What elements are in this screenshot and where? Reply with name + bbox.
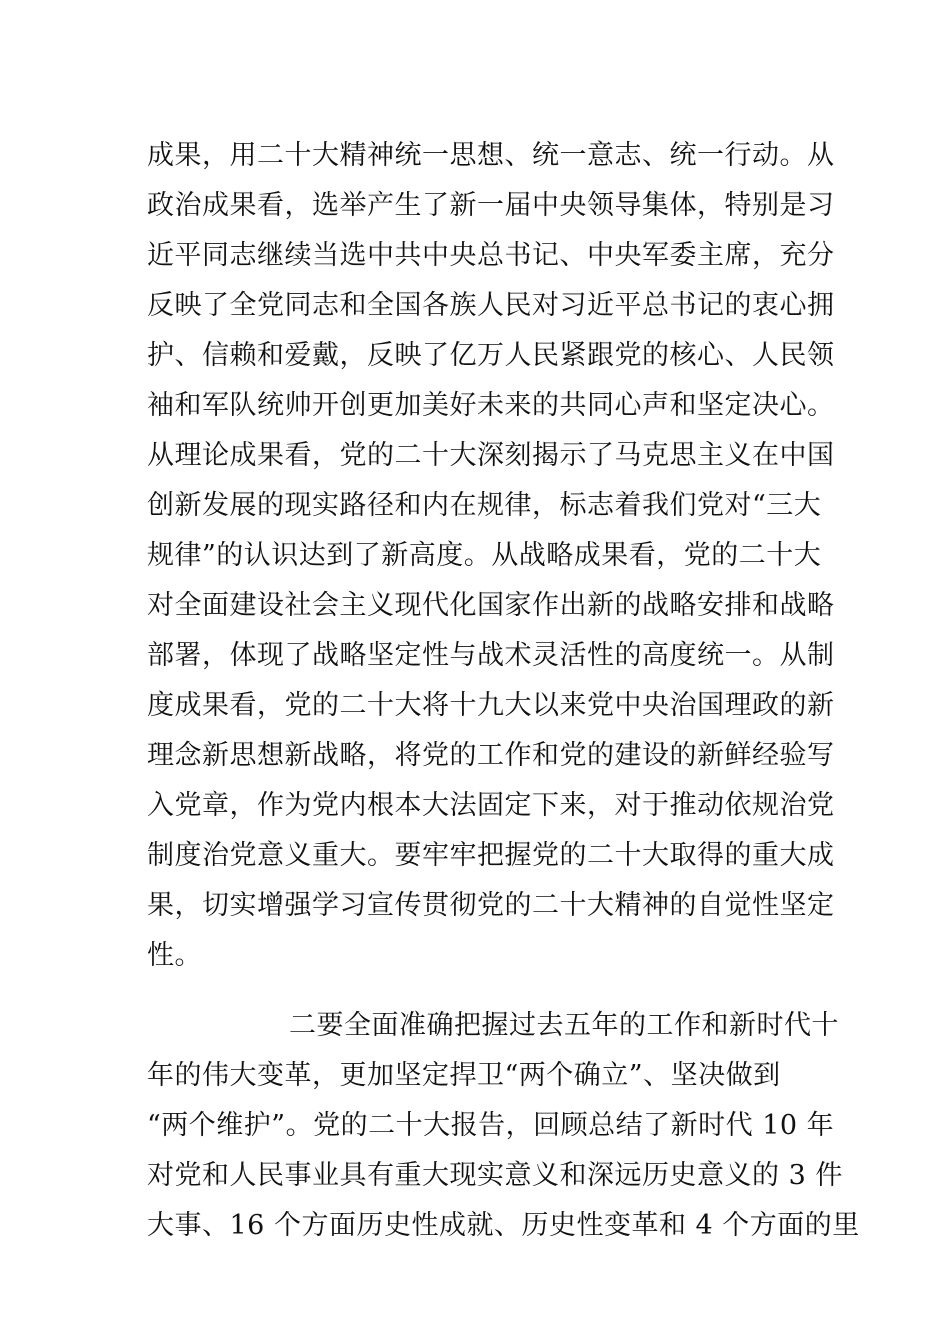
paragraph-line: 成果，用二十大精神统一思想、统一意志、统一行动。从 xyxy=(147,140,835,171)
paragraph-line: 部署，体现了战略坚定性与战术灵活性的高度统一。从制 xyxy=(147,640,835,671)
paragraph-line: 大事、16 个方面历史性成就、历史性变革和 4 个方面的里 xyxy=(147,1210,860,1241)
paragraph-line: 反映了全党同志和全国各族人民对习近平总书记的衷心拥 xyxy=(147,290,835,321)
paragraph-line: 性。 xyxy=(147,940,202,971)
paragraph-line: 二要全面准确把握过去五年的工作和新时代十 xyxy=(289,1010,839,1041)
paragraph-line: 对党和人民事业具有重大现实意义和深远历史意义的 3 件 xyxy=(147,1160,843,1191)
paragraph-1 xyxy=(147,131,835,981)
paragraph-line: 袖和军队统帅开创更加美好未来的共同心声和坚定决心。 xyxy=(147,390,835,421)
paragraph-line: 护、信赖和爱戴，反映了亿万人民紧跟党的核心、人民领 xyxy=(147,340,835,371)
paragraph-line: “两个维护”。党的二十大报告，回顾总结了新时代 10 年 xyxy=(147,1110,835,1141)
paragraph-line: 年的伟大变革，更加坚定捍卫“两个确立”、坚决做到 xyxy=(147,1060,781,1091)
paragraph-line: 入党章，作为党内根本大法固定下来，对于推动依规治党 xyxy=(147,790,835,821)
paragraph-line: 政治成果看，选举产生了新一届中央领导集体，特别是习 xyxy=(147,190,835,221)
paragraph-line: 创新发展的现实路径和内在规律，标志着我们党对“三大 xyxy=(147,490,822,521)
paragraph-line: 从理论成果看，党的二十大深刻揭示了马克思主义在中国 xyxy=(147,440,835,471)
paragraph-line: 规律”的认识达到了新高度。从战略成果看，党的二十大 xyxy=(147,540,822,571)
paragraph-line: 制度治党意义重大。要牢牢把握党的二十大取得的重大成 xyxy=(147,840,835,871)
paragraph-line: 果，切实增强学习宣传贯彻党的二十大精神的自觉性坚定 xyxy=(147,890,835,921)
paragraph-line: 理念新思想新战略，将党的工作和党的建设的新鲜经验写 xyxy=(147,740,835,771)
paragraph-line: 近平同志继续当选中共中央总书记、中央军委主席，充分 xyxy=(147,240,835,271)
paragraph-line: 度成果看，党的二十大将十九大以来党中央治国理政的新 xyxy=(147,690,835,721)
paragraph-line: 对全面建设社会主义现代化国家作出新的战略安排和战略 xyxy=(147,590,835,621)
paragraph-2 xyxy=(147,1001,860,1251)
